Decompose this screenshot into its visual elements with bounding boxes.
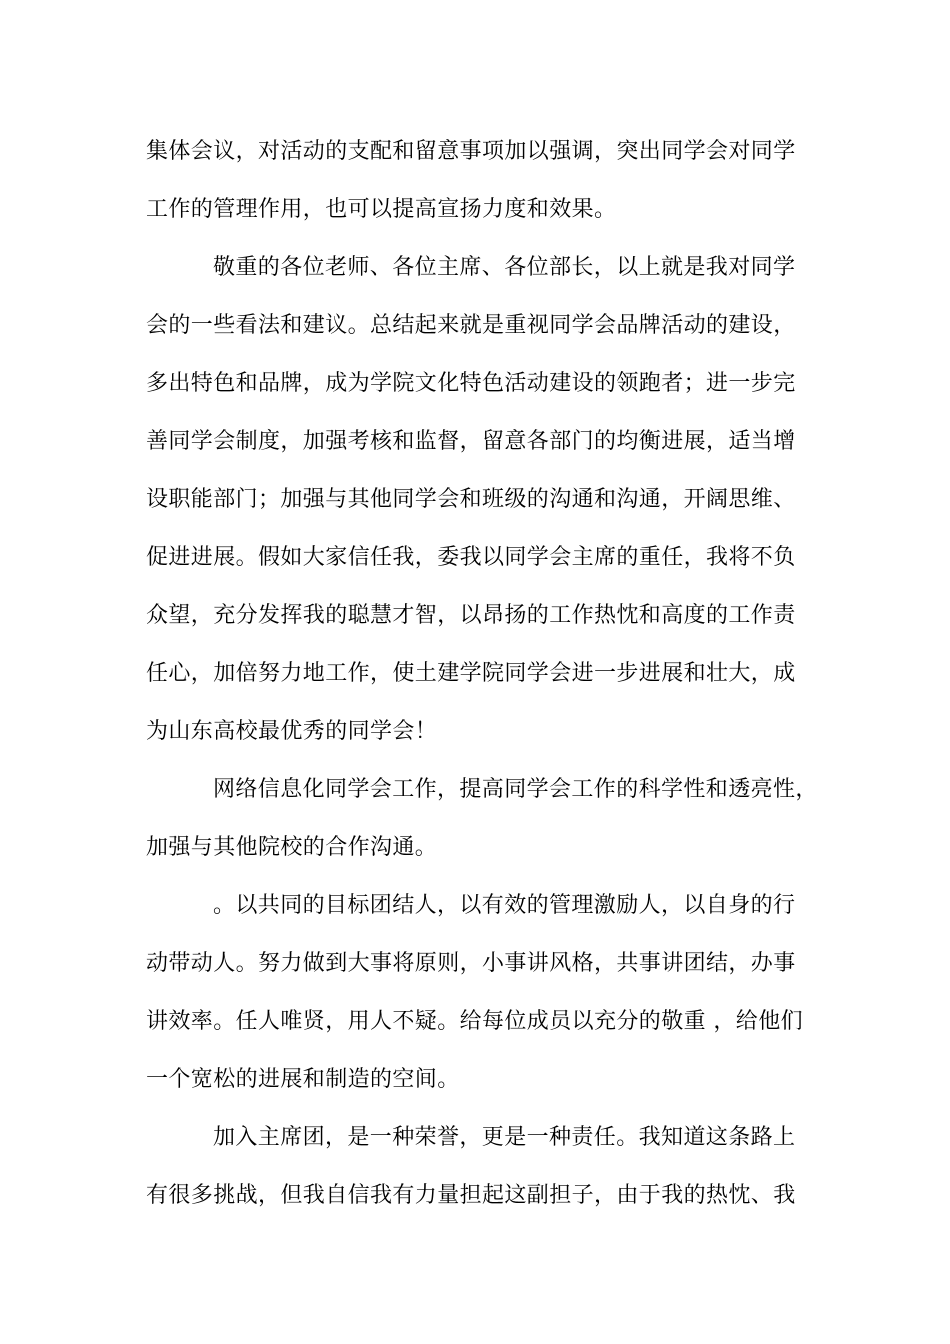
text-line-7: 设职能部门；加强与其他同学会和班级的沟通和沟通，开阔思维、: [146, 487, 796, 512]
text-line-19: 有很多挑战，但我自信我有力量担起这副担子，由于我的热忱、我: [146, 1183, 796, 1208]
text-line-8: 促进进展。假如大家信任我，委我以同学会主席的重任，我将不负: [146, 545, 796, 570]
text-line-11: 为山东高校最优秀的同学会！: [146, 719, 438, 744]
text-line-3: 敬重的各位老师、各位主席、各位部长，以上就是我对同学: [213, 255, 796, 280]
text-line-9: 众望，充分发挥我的聪慧才智，以昂扬的工作热忱和高度的工作责: [146, 603, 796, 628]
text-line-14: 。以共同的目标团结人，以有效的管理激励人，以自身的行: [213, 893, 796, 918]
text-line-12: 网络信息化同学会工作，提高同学会工作的科学性和透亮性，: [213, 777, 818, 802]
text-line-2: 工作的管理作用，也可以提高宣扬力度和效果。: [146, 197, 617, 222]
text-line-6: 善同学会制度，加强考核和监督，留意各部门的均衡进展，适当增: [146, 429, 796, 454]
text-line-10: 任心，加倍努力地工作，使土建学院同学会进一步进展和壮大，成: [146, 661, 796, 686]
text-line-16: 讲效率。任人唯贤，用人不疑。给每位成员以充分的敬重 ，给他们: [146, 1009, 803, 1034]
text-line-1: 集体会议，对活动的支配和留意事项加以强调，突出同学会对同学: [146, 139, 796, 164]
text-line-5: 多出特色和品牌，成为学院文化特色活动建设的领跑者；进一步完: [146, 371, 796, 396]
text-line-18: 加入主席团，是一种荣誉，更是一种责任。我知道这条路上: [213, 1125, 796, 1150]
text-line-17: 一个宽松的进展和制造的空间。: [146, 1067, 460, 1092]
text-line-15: 动带动人。努力做到大事将原则，小事讲风格，共事讲团结，办事: [146, 951, 796, 976]
text-line-13: 加强与其他院校的合作沟通。: [146, 835, 438, 860]
text-line-4: 会的一些看法和建议。总结起来就是重视同学会品牌活动的建设，: [146, 313, 796, 338]
